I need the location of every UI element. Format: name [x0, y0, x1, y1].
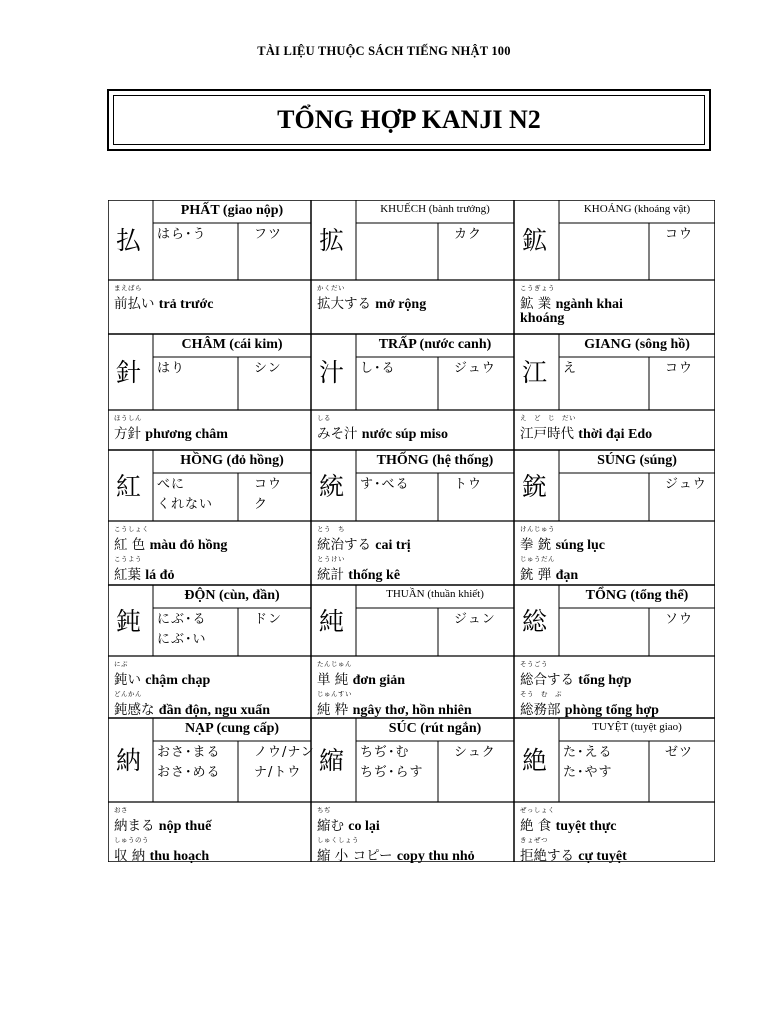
kanji-meaning: SÚC (rút ngắn) — [388, 721, 482, 736]
example-word: 拡大する — [317, 296, 371, 312]
example-meaning: đơn giản — [352, 673, 406, 688]
example-meaning: màu đỏ hồng — [149, 538, 228, 553]
kun-reading: にぶ･る にぶ･い — [157, 612, 207, 647]
example-meaning: chậm chạp — [145, 673, 211, 688]
example-word: 統治する — [317, 537, 371, 553]
example-meaning: mở rộng — [375, 297, 427, 312]
kanji-meaning: GIANG (sông hồ) — [584, 337, 690, 352]
on-reading: ドン — [254, 612, 283, 627]
example-furigana: じゅうだん — [520, 555, 555, 563]
example-word: 紅 色 — [114, 537, 146, 553]
example-meaning: ngây thơ, hồn nhiên — [352, 703, 472, 718]
kanji-character: 鉱 — [522, 226, 548, 255]
example-word: 単 純 — [317, 672, 349, 688]
example-furigana: にぶ — [114, 660, 128, 668]
kanji-character: 鈍 — [116, 606, 142, 636]
kun-reading: はり — [157, 361, 186, 376]
kun-reading: べに くれない — [157, 477, 214, 512]
example-furigana: じゅんすい — [317, 690, 352, 698]
on-reading: ソウ — [665, 612, 694, 627]
example-meaning: đần độn, ngu xuẩn — [158, 703, 271, 718]
on-reading: ノウ/ナン ナ/トウ — [254, 745, 315, 780]
example-word: 縮む — [317, 818, 344, 834]
kanji-meaning: HỒNG (đỏ hồng) — [180, 453, 284, 468]
example-furigana: しゅうのう — [114, 836, 149, 844]
example-meaning: ngành khai — [555, 297, 623, 312]
example-word: 絶 食 — [520, 818, 552, 834]
example-word: 純 粋 — [317, 702, 349, 718]
kanji-character: 統 — [319, 471, 345, 501]
example-furigana: けんじゅう — [520, 525, 555, 533]
example-word: 鈍い — [114, 672, 141, 688]
kanji-character: 純 — [319, 606, 345, 636]
document-header: TÀI LIỆU THUỘC SÁCH TIẾNG NHẬT 100 — [257, 44, 511, 58]
kanji-meaning: TỔNG (tổng thể) — [585, 588, 689, 603]
example-furigana: ぜっしょく — [520, 806, 555, 814]
kanji-character: 汁 — [319, 358, 345, 387]
example-meaning: phương châm — [145, 427, 228, 442]
kanji-table — [108, 200, 715, 862]
example-furigana: こうしょく — [114, 525, 149, 533]
example-word: 前払い — [114, 296, 155, 312]
example-furigana: かくだい — [317, 284, 345, 292]
example-meaning: thu hoạch — [149, 849, 210, 864]
kun-reading: おさ･まる おさ･める — [157, 745, 221, 780]
example-meaning: nộp thuế — [158, 819, 212, 834]
example-furigana: こうぎょう — [520, 284, 555, 292]
example-meaning-line2: khoáng — [520, 311, 565, 326]
example-meaning: lá đỏ — [145, 568, 175, 583]
on-reading: カク — [454, 227, 483, 242]
kanji-meaning: TRẤP (nước canh) — [378, 337, 492, 352]
on-reading: ジュウ — [454, 361, 496, 376]
kun-reading: す･べる — [360, 477, 410, 492]
kanji-meaning: CHÂM (cái kim) — [181, 337, 283, 352]
page-title: TỔNG HỢP KANJI N2 — [113, 95, 705, 145]
on-reading: フツ — [254, 227, 283, 242]
example-word: 総務部 — [520, 702, 561, 718]
example-meaning: cai trị — [375, 538, 411, 553]
example-meaning: co lại — [348, 819, 380, 834]
kanji-character: 紅 — [116, 471, 142, 501]
example-furigana: そうごう — [520, 660, 548, 668]
example-meaning: phòng tổng hợp — [564, 703, 659, 718]
example-word: 収 納 — [114, 848, 146, 864]
example-word: 紅葉 — [114, 567, 141, 583]
kanji-character: 総 — [522, 606, 548, 636]
kun-reading: た･える た･やす — [563, 745, 613, 780]
example-furigana: どんかん — [114, 690, 142, 698]
on-reading: シュク — [454, 745, 496, 760]
example-furigana: ほうしん — [114, 414, 142, 422]
example-meaning: súng lục — [555, 538, 606, 553]
kun-reading: え — [563, 361, 578, 376]
example-word: 江戸時代 — [520, 426, 574, 442]
example-furigana: とう ち — [317, 525, 345, 533]
example-word: みそ汁 — [317, 426, 358, 442]
kanji-character: 払 — [116, 226, 142, 255]
kanji-character: 銃 — [522, 471, 548, 501]
example-word: 銃 弾 — [520, 567, 552, 583]
kanji-meaning: KHOÁNG (khoáng vật) — [583, 203, 691, 215]
example-furigana: たんじゅん — [317, 660, 352, 668]
kanji-character: 絶 — [522, 746, 548, 775]
example-word: 拳 銃 — [520, 537, 552, 553]
on-reading: ゼツ — [665, 745, 694, 760]
kun-reading: はら･う — [157, 227, 207, 242]
example-furigana: とうけい — [317, 555, 345, 563]
kanji-meaning: KHUẾCH (bành trướng) — [380, 203, 490, 215]
example-furigana: しる — [317, 414, 331, 422]
example-word: 鈍感な — [114, 702, 155, 718]
example-meaning: copy thu nhỏ — [396, 849, 475, 864]
kanji-character: 針 — [116, 358, 142, 387]
example-meaning: đạn — [555, 568, 579, 583]
example-furigana: おさ — [114, 806, 128, 814]
example-word: 拒絶する — [520, 848, 574, 864]
on-reading: トウ — [454, 477, 483, 492]
on-reading: シン — [254, 361, 282, 376]
example-meaning: tuyệt thực — [555, 819, 617, 834]
kanji-meaning: PHẤT (giao nộp) — [180, 203, 284, 218]
example-word: 総合する — [520, 672, 574, 688]
kun-reading: ちぢ･む ちぢ･らす — [360, 745, 424, 780]
title-box — [107, 89, 711, 151]
example-meaning: thống kê — [348, 568, 401, 583]
on-reading: ジュウ — [665, 477, 707, 492]
example-furigana: こうよう — [114, 555, 142, 563]
example-meaning: nước súp miso — [361, 427, 448, 442]
example-furigana: え ど じ だい — [520, 414, 576, 422]
kanji-meaning: THỐNG (hệ thống) — [376, 453, 494, 468]
kanji-character: 縮 — [319, 746, 345, 775]
kanji-meaning: SÚNG (súng) — [597, 453, 677, 468]
kanji-meaning: NẠP (cung cấp) — [184, 721, 280, 736]
kanji-character: 納 — [116, 746, 142, 775]
example-meaning: thời đại Edo — [578, 427, 653, 442]
example-furigana: ちぢ — [317, 806, 331, 814]
kanji-character: 江 — [522, 358, 548, 387]
example-word: 鉱 業 — [520, 296, 552, 312]
example-furigana: まえばら — [114, 284, 142, 292]
on-reading: コウ ク — [254, 477, 283, 512]
kun-reading: し･る — [360, 361, 396, 376]
on-reading: ジュン — [454, 612, 496, 627]
example-word: 縮 小 コピー — [317, 848, 393, 864]
example-meaning: cự tuyệt — [578, 849, 627, 864]
kanji-character: 拡 — [319, 226, 345, 255]
kanji-meaning: ĐỘN (cùn, đần) — [184, 588, 280, 603]
example-furigana: しゅくしょう — [317, 836, 359, 844]
on-reading: コウ — [665, 227, 694, 242]
table-grid-lines — [108, 200, 715, 862]
example-word: 納まる — [114, 818, 155, 834]
example-furigana: きょぜつ — [520, 836, 548, 844]
example-meaning: trả trước — [158, 297, 214, 312]
kanji-meaning: THUẦN (thuần khiết) — [386, 588, 484, 600]
kanji-meaning: TUYỆT (tuyệt giao) — [592, 721, 682, 733]
on-reading: コウ — [665, 361, 694, 376]
example-meaning: tổng hợp — [578, 673, 632, 688]
example-word: 方針 — [114, 426, 141, 442]
example-word: 統計 — [317, 567, 344, 583]
example-furigana: そう む ぶ — [520, 690, 562, 698]
